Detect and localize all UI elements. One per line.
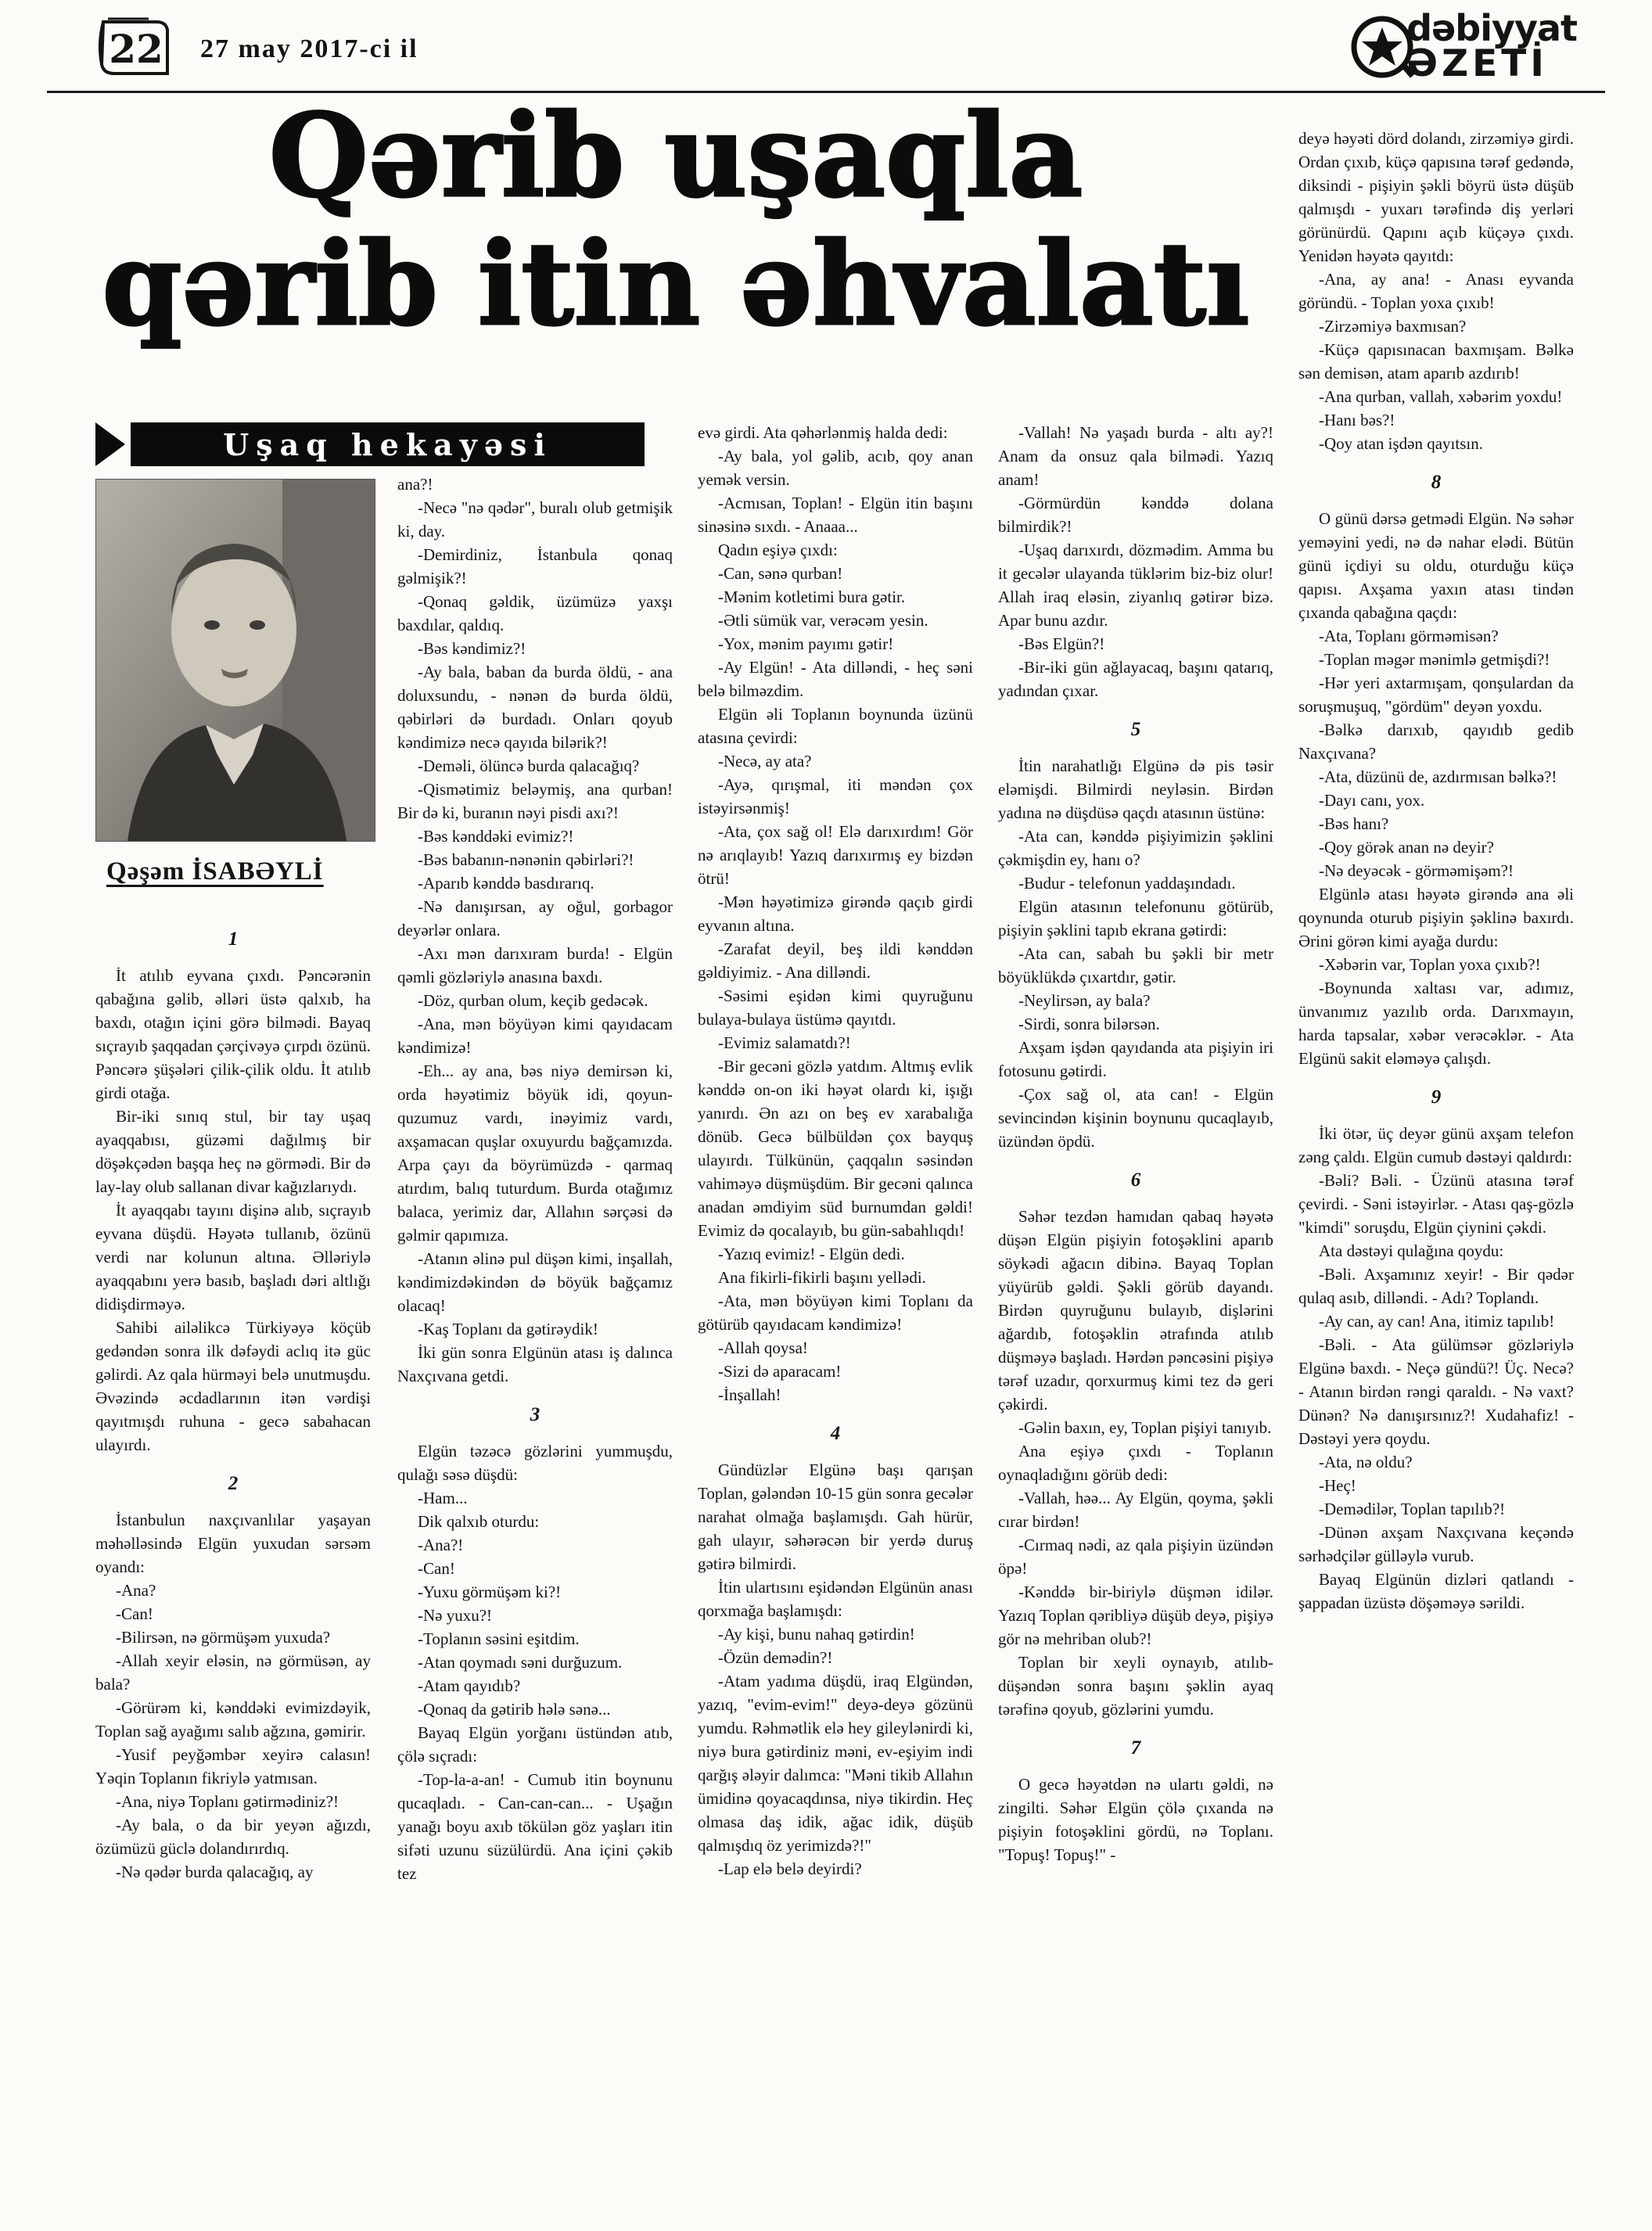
- story-paragraph: -Bəlkə darıxıb, qayıdıb gedib Naxçıvana?: [1298, 720, 1574, 763]
- author-name: Qəşəm İSABƏYLİ: [106, 857, 324, 886]
- story-paragraph: -Mən həyətimizə girəndə qaçıb girdi eyvanın altına.: [698, 893, 973, 935]
- story-paragraph: -Ata can, kənddə pişiyimizin şəklini çəkmişdin ey, hanı o?: [998, 827, 1273, 869]
- story-paragraph: ana?!: [397, 475, 433, 494]
- story-paragraph: İki gün sonra Elgünün atası iş dalınca Naxçıvana getdi.: [397, 1343, 673, 1385]
- story-paragraph: -Deməli, ölüncə burda qalacağıq?: [418, 756, 640, 775]
- story-paragraph: -Allah xeyir eləsin, nə görmüsən, ay bala?: [95, 1651, 371, 1694]
- story-paragraph: -Nə yuxu?!: [418, 1606, 493, 1625]
- story-paragraph: Elgün təzəcə gözlərini yummuşdu, qulağı səsə düşdü:: [397, 1442, 673, 1484]
- story-headline: [66, 89, 1286, 351]
- story-paragraph: -Vallah! Nə yaşadı burda - altı ay?! Anam da onsuz qala bilmədi. Yazıq anam!: [998, 423, 1273, 489]
- story-paragraph: -Özün demədin?!: [718, 1648, 833, 1667]
- story-paragraph: Səhər tezdən hamıdan qabaq həyətə düşən Elgün pişiyin fotoşəklini aparıb söykədi ağacın dibinə. Bayaq Toplan yüyürüb gəldi. Şəkli görüb dayandı. Birdən quyruğunu bulayıb, dişlərini ağardıb, fotoşəklin ətrafında atılıb düşməyə başladı. Hərdən pəncəsini pişiyə tərəf uzadır, qorxurmuş kimi tez də geri çəkirdi.: [998, 1207, 1273, 1414]
- story-paragraph: -Cırmaq nədi, az qala pişiyin üzündən öpə!: [998, 1536, 1273, 1578]
- story-paragraph: -Bir-iki gün ağlayacaq, başını qatarıq, yadından çıxar.: [998, 658, 1273, 700]
- story-paragraph: deyə həyəti dörd dolandı, zirzəmiyə girdi. Ordan çıxıb, küçə qapısına tərəf gedəndə, diksindi - pişiyin şəkli böyrü üstə düşüb qalmışdı - yuxarı tərəfində diş yerləri görünürdü. Qapını açıb küçəyə çıxdı. Yenidən həyətə qayıtdı:: [1298, 129, 1574, 265]
- story-paragraph: -Demədilər, Toplan tapılıb?!: [1319, 1500, 1506, 1518]
- story-paragraph: -Bəs babanın-nənənin qəbirləri?!: [418, 850, 634, 869]
- story-paragraph: -Səsimi eşidən kimi quyruğunu bulaya-bulaya üstümə qayıtdı.: [698, 986, 973, 1029]
- story-paragraph: -Ana, niyə Toplanı gətirmədiniz?!: [116, 1792, 339, 1811]
- story-paragraph: -Lap elə belə deyirdi?: [718, 1859, 862, 1878]
- story-paragraph: -Küçə qapısınacan baxmışam. Bəlkə sən demisən, atam aparıb azdırıb!: [1298, 340, 1574, 383]
- story-paragraph: İt ayaqqabı tayını dişinə alıb, sıçrayıb eyvana düşdü. Həyətə tullanıb, özünü verdi nar kolunun altına. Əlləriylə ayaqqabını yerə basıb, başladı dəri altlığı didişdirməyə.: [95, 1201, 371, 1313]
- story-paragraph: Elgünlə atası həyətə girəndə ana əli qoynunda oturub pişiyin şəklinə baxırdı. Ərini görən kimi ayağa durdu:: [1298, 885, 1574, 950]
- story-paragraph: -Sizi də aparacam!: [718, 1362, 842, 1381]
- story-paragraph: -Ətli sümük var, verəcəm yesin.: [718, 611, 928, 630]
- story-paragraph: -Ata, çox sağ ol! Elə darıxırdım! Gör nə arıqlayıb! Yazıq darıxırmış ey bizdən ötrü!: [698, 822, 973, 888]
- story-paragraph: -Kaş Toplanı da gətirəydik!: [418, 1320, 598, 1338]
- story-column-1: [95, 912, 371, 2211]
- story-paragraph: -Toplan məgər mənimlə getmişdi?!: [1319, 650, 1550, 669]
- logo-line1: dəbiyyat: [1406, 7, 1577, 49]
- story-paragraph: -Yox, mənim payımı gətir!: [718, 634, 894, 653]
- story-paragraph: -Ay bala, o da bir yeyən ağızdı, özümüzü güclə dolandırırdıq.: [95, 1816, 371, 1858]
- story-paragraph: -Can!: [116, 1604, 153, 1623]
- story-paragraph: -Ay can, ay can! Ana, itimiz tapılıb!: [1319, 1312, 1555, 1331]
- story-paragraph: -Axı mən darıxıram burda! - Elgün qəmli gözləriylə anasına baxdı.: [397, 944, 673, 986]
- story-paragraph: İki ötər, üç deyər günü axşam telefon zəng çaldı. Elgün cumub dəstəyi qaldırdı:: [1298, 1124, 1574, 1166]
- story-paragraph: Ata dəstəyi qulağına qoydu:: [1319, 1241, 1504, 1260]
- headline-line2: qərib itin əhvalatı: [102, 217, 1250, 351]
- section-number: 2: [228, 1473, 239, 1494]
- story-paragraph: -Top-la-a-an! - Cumub itin boynunu qucaqladı. - Can-can-can... - Uşağın yanağı boyu axıb tökülən göz yaşları itin sifəti uzunu süzülürdü. Ana içini çəkib tez: [397, 1770, 673, 1883]
- story-paragraph: -Ana, ay ana! - Anası eyvanda göründü. - Toplan yoxa çıxıb!: [1298, 270, 1574, 312]
- story-paragraph: -Atan qoymadı səni durğuzum.: [418, 1653, 623, 1672]
- section-number: 3: [530, 1404, 540, 1425]
- story-paragraph: -Bəli. Axşamınız xeyir! - Bir qədər qulaq asıb, dilləndi. - Adı? Toplandı.: [1298, 1265, 1574, 1307]
- story-paragraph: Elgün əli Toplanın boynunda üzünü atasına çevirdi:: [698, 705, 973, 747]
- story-paragraph: İstanbulun naxçıvanlılar yaşayan məhəlləsində Elgün yuxudan sərsəm oyandı:: [95, 1511, 371, 1576]
- story-paragraph: Bayaq Elgünün dizləri qatlandı - şappadan üzüstə döşəməyə sərildi.: [1298, 1570, 1574, 1612]
- story-paragraph: -Ay bala, yol gəlib, acıb, qoy anan yemək versin.: [698, 447, 973, 489]
- headline-line1: Qərib uşaqla: [268, 89, 1083, 223]
- story-paragraph: -Zirzəmiyə baxmısan?: [1319, 317, 1467, 336]
- story-paragraph: -Dünən axşam Naxçıvana keçəndə sərhədçilər gülləylə vurub.: [1298, 1523, 1574, 1565]
- story-paragraph: -Neylirsən, ay bala?: [1018, 991, 1151, 1010]
- story-paragraph: -Acmısan, Toplan! - Elgün itin başını sinəsinə sıxdı. - Anaaa...: [698, 494, 973, 536]
- story-paragraph: -Çox sağ ol, ata can! - Elgün sevincindən kişinin boynunu qucaqlayıb, üzündən öpdü.: [998, 1085, 1273, 1151]
- story-paragraph: -Nə deyəcək - görməmişəm?!: [1319, 861, 1514, 880]
- story-paragraph: -Bəli. - Ata gülümsər gözləriylə Elgünə baxdı. - Neçə gündü?! Üç. Necə? - Atanın birdən rəngi qaraldı. - Nə vaxt? Dünən? Nə danışırsınız?! Xudahafiz! - Dəstəyi yerə qoydu.: [1298, 1335, 1574, 1448]
- story-paragraph: -Vallah, həə... Ay Elgün, qoyma, şəkli cırar birdən!: [998, 1489, 1273, 1531]
- page-number-book-icon: [92, 16, 172, 81]
- story-paragraph: -Eh... ay ana, bəs niyə demirsən ki, orda həyətimiz böyük idi, qoyun-quzumuz vardı, inəyimiz vardı, axşamacan quşlar oxuyurdu bağçamızda. Arpa çayı da böyrümüzdə - qarmaq atırdım, balıq tuturdum. Burda otağımız balaca, yerimiz dar, Allahın sərçəsi də gəlmir qapımıza.: [397, 1062, 673, 1245]
- story-paragraph: -Necə, ay ata?: [718, 752, 812, 771]
- story-column-5: [1298, 127, 1574, 2211]
- story-paragraph: -Boynunda xaltası var, adımız, ünvanımız yazılıb orda. Darıxmayın, harda tapsalar, xəbər verəcəklər. - Ata Elgünü sakit eləməyə çalışdı.: [1298, 979, 1574, 1068]
- story-paragraph: -Atam yadıma düşdü, iraq Elgündən, yazıq, "evim-evim!" deyə-deyə gözünü yumdu. Rəhmətlik elə hey gileylənirdi ki, niyə bura gətirdiniz məni, ev-eşiyim indi qarğış ələyir dalımca: "Məni tikib Allahın ümidinə qoyacaqdınsa, niyə tikirdin. Heç olmasa daş idik, ağac idik, düşüb qalmışdıq öz yerimizdə?!": [698, 1672, 973, 1855]
- story-paragraph: Elgün atasının telefonunu götürüb, pişiyin şəklini tapıb ekrana gətirdi:: [998, 897, 1273, 939]
- story-paragraph: Ana fikirli-fikirli başını yellədi.: [718, 1268, 926, 1287]
- story-column-2: [397, 472, 673, 2211]
- story-paragraph: -Demirdiniz, İstanbula qonaq gəlmişik?!: [397, 545, 673, 587]
- story-paragraph: -Ana qurban, vallah, xəbərim yoxdu!: [1319, 387, 1563, 406]
- story-paragraph: -Uşaq darıxırdı, dözmədim. Amma bu it gecələr ulayanda tüklərim biz-biz olur! Allah iraq eləsin, ziyanlıq gətirər bizə. Apar bunu azdır.: [998, 541, 1273, 630]
- story-paragraph: -Bir gecəni gözlə yatdım. Altmış evlik kənddə on-on iki həyət olardı ki, işığı yanırdı. Ən azı on beş ev xarabalığa dönüb. Gecə bülbüldən çox bayquş ulayırdı. Tülkünün, çaqqalın səsindən vahiməyə düşmüşdüm. Bir gecəni qalınca anadan əmdiyim süd burnumdan gəldi! Evimiz də qocalayıb, bu gün-sabahlıqdı!: [698, 1057, 973, 1240]
- story-paragraph: -Heç!: [1319, 1476, 1356, 1495]
- story-paragraph: Sahibi ailəlikcə Türkiyəyə köçüb gedəndən sonra ilk dəfəydi aclıq itə güc gəlirdi. Az qala hürməyi belə unutmuşdu. Əvəzində əcdadlarının itən vərdişi qayıtmışdı ruhuna - gecə sabahacan ulayırdı.: [95, 1318, 371, 1454]
- story-paragraph: İtin narahatlığı Elgünə də pis təsir eləmişdi. Bilmirdi neyləsin. Birdən yadına nə düşdüsə qaçdı atasının üstünə:: [998, 756, 1273, 822]
- story-paragraph: -Hər yeri axtarmışam, qonşulardan da soruşmuşuq, "gördüm" deyən yoxdu.: [1298, 674, 1574, 716]
- story-paragraph: Dik qalxıb oturdu:: [418, 1512, 540, 1531]
- story-paragraph: -Ata can, sabah bu şəkli bir metr böyüklükdə çıxartdır, gətir.: [998, 944, 1273, 986]
- section-number: 8: [1431, 472, 1442, 493]
- story-paragraph: -Qonaq da gətirib hələ sənə...: [418, 1700, 611, 1719]
- story-paragraph: Bayaq Elgün yorğanı üstündən atıb, çölə sıçradı:: [397, 1723, 673, 1766]
- arrow-icon: [95, 422, 125, 466]
- story-column-4: [998, 421, 1273, 2211]
- story-paragraph: -Atanın əlinə pul düşən kimi, inşallah, kəndimizdəkindən də böyük bağçamız olacaq!: [397, 1249, 673, 1315]
- story-column-3: [698, 421, 973, 2211]
- story-paragraph: -Ana?!: [418, 1536, 464, 1554]
- story-paragraph: O günü dərsə getmədi Elgün. Nə səhər yeməyini yedi, nə də nahar elədi. Bütün günü içdiyi su oldu, oturduğu küçə qapısı. Axşama yaxın atası tindən çıxanda qabağına qaçdı:: [1298, 509, 1574, 622]
- logo-line2: ƏZETİ: [1406, 42, 1548, 86]
- story-paragraph: -Nə qədər burda qalacağıq, ay: [116, 1863, 314, 1881]
- story-paragraph: Gündüzlər Elgünə başı qarışan Toplan, gələndən 10-15 gün sonra gecələr narahat olmağa başlamışdı. Gah hürür, gah ulayır, səhərəcən bir yerdə duruş gətirə bilmirdi.: [698, 1460, 973, 1573]
- story-paragraph: -Can!: [418, 1559, 455, 1578]
- story-paragraph: -Ata, mən böyüyən kimi Toplanı da götürüb qayıdacam kəndimizə!: [698, 1292, 973, 1334]
- story-paragraph: -Ata, düzünü de, azdırmısan bəlkə?!: [1319, 767, 1557, 786]
- story-paragraph: -Qonaq gəldik, üzümüzə yaxşı baxdılar, qaldıq.: [397, 592, 673, 634]
- story-paragraph: -Mənim kotletimi bura gətir.: [718, 587, 906, 606]
- story-paragraph: -Ay Elgün! - Ata dilləndi, - heç səni belə bilməzdim.: [698, 658, 973, 700]
- story-paragraph: -Ata, nə oldu?: [1319, 1453, 1413, 1471]
- story-paragraph: -Bəs kənddəki evimiz?!: [418, 827, 574, 846]
- section-number: 9: [1431, 1087, 1442, 1108]
- story-paragraph: -Yuxu görmüşəm ki?!: [418, 1583, 562, 1601]
- story-paragraph: -Qoy atan işdən qayıtsın.: [1319, 434, 1483, 453]
- author-photo: [95, 479, 375, 842]
- story-paragraph: -Bəs kəndimiz?!: [418, 639, 526, 658]
- story-paragraph: O gecə həyətdən nə ulartı gəldi, nə zingilti. Səhər Elgün çölə çıxanda nə pişiyin fotoşəklini gördü, nə Toplanı. "Topuş! Topuş!" -: [998, 1775, 1273, 1864]
- story-paragraph: -Yazıq evimiz! - Elgün dedi.: [718, 1245, 905, 1263]
- story-paragraph: -Ana?: [116, 1581, 156, 1600]
- story-paragraph: -Ana, mən böyüyən kimi qayıdacam kəndimizə!: [397, 1015, 673, 1057]
- story-paragraph: -Dayı canı, yox.: [1319, 791, 1425, 810]
- kicker-label: Uşaq hekayəsi: [223, 426, 552, 462]
- story-paragraph: -Görürəm ki, kənddəki evimizdəyik, Toplan sağ ayağımı salıb ağzına, gəmirir.: [95, 1698, 371, 1741]
- story-paragraph: -Toplanın səsini eşitdim.: [418, 1629, 580, 1648]
- story-paragraph: -Görmürdün kənddə dolana bilmirdik?!: [998, 494, 1273, 536]
- story-paragraph: -Aparıb kənddə basdırarıq.: [418, 874, 594, 893]
- story-paragraph: Bir-iki sınıq stul, bir tay uşaq ayaqqabısı, güzəmi dağılmış bir döşəkçədən başqa heç nə görmədi. Bir də lay-lay olub sallanan divar kağızlarıydı.: [95, 1107, 371, 1196]
- story-paragraph: -Qoy görək anan nə deyir?: [1319, 838, 1494, 857]
- story-paragraph: -Ham...: [418, 1489, 468, 1507]
- story-paragraph: -Bəli? Bəli. - Üzünü atasına tərəf çevirdi. - Səni istəyirlər. - Atası qaş-gözlə "kimdi" soruşdu, Elgün çiynini çəkdi.: [1298, 1171, 1574, 1237]
- story-paragraph: Qadın eşiyə çıxdı:: [718, 541, 838, 559]
- kicker-bar: [131, 422, 645, 466]
- section-number: 1: [228, 929, 239, 950]
- story-paragraph: evə girdi. Ata qəhərlənmiş halda dedi:: [698, 423, 948, 442]
- story-paragraph: -Bəs Elgün?!: [1018, 634, 1105, 653]
- story-paragraph: -Qismətimiz beləymiş, ana qurban! Bir də ki, buranın nəyi pisdi axı?!: [397, 780, 673, 822]
- newspaper-logo: [1349, 7, 1577, 86]
- story-paragraph: -Bilirsən, nə görmüşəm yuxuda?: [116, 1628, 331, 1647]
- section-number: 5: [1130, 719, 1141, 740]
- story-paragraph: -Bəs hanı?: [1319, 814, 1389, 833]
- story-paragraph: Axşam işdən qayıdanda ata pişiyin iri fotosunu gətirdi.: [998, 1038, 1273, 1080]
- story-paragraph: -Hanı bəs?!: [1319, 411, 1395, 429]
- story-paragraph: İt atılıb eyvana çıxdı. Pəncərənin qabağına gəlib, əlləri üstə qalxıb, ha baxdı, otağın içini görə bilmədi. Bayaq sıçrayıb şaqqadan çərçivəyə çırpdı özünü. Pəncərə şüşələri çilik-çilik oldu. İt atılıb girdi otağa.: [95, 966, 371, 1102]
- story-paragraph: -Evimiz salamatdı?!: [718, 1033, 851, 1052]
- story-paragraph: -Ay kişi, bunu nahaq gətirdin!: [718, 1625, 915, 1644]
- story-paragraph: -Ata, Toplanı görməmisən?: [1319, 627, 1499, 645]
- story-paragraph: -Allah qoysa!: [718, 1338, 808, 1357]
- story-paragraph: -Döz, qurban olum, keçib gedəcək.: [418, 991, 648, 1010]
- page-number: 22: [109, 25, 163, 72]
- story-paragraph: -İnşallah!: [718, 1385, 781, 1404]
- story-paragraph: -Can, sənə qurban!: [718, 564, 843, 583]
- story-paragraph: -Ayə, qırışmal, iti məndən çox istəyirsənmiş!: [698, 775, 973, 817]
- story-paragraph: İtin ulartısını eşidəndən Elgünün anası qorxmağa başlamışdı:: [698, 1578, 973, 1620]
- story-paragraph: -Ay bala, baban da burda öldü, - ana doluxsundu, - nənən də burda öldü, qəbirləri də burdadı. Onları qoyub kəndimizə necə qayıda bilərik?!: [397, 663, 673, 752]
- issue-date: 27 may 2017-ci il: [200, 34, 418, 63]
- story-paragraph: -Xəbərin var, Toplan yoxa çıxıb?!: [1319, 955, 1541, 974]
- story-paragraph: -Zarafat deyil, beş ildi kənddən gəldiyimiz. - Ana dilləndi.: [698, 939, 973, 982]
- section-number: 4: [830, 1423, 841, 1444]
- logo-text: [1406, 7, 1577, 86]
- story-paragraph: -Nə danışırsan, ay oğul, gorbagor deyərlər onlara.: [397, 897, 673, 939]
- story-paragraph: Ana eşiyə çıxdı - Toplanın oynaqladığını görüb dedi:: [998, 1442, 1273, 1484]
- story-paragraph: -Necə "nə qədər", buralı olub getmişik ki, day.: [397, 498, 673, 541]
- story-paragraph: -Yusif peyğəmbər xeyirə calasın! Yəqin Toplanın fikriylə yatmısan.: [95, 1745, 371, 1787]
- section-number: 6: [1130, 1169, 1141, 1191]
- section-number: 7: [1130, 1737, 1141, 1759]
- story-paragraph: Toplan bir xeyli oynayıb, atılıb-düşəndən sonra başını şəklin ayaq tərəfinə qoyub, gözlərini yumdu.: [998, 1653, 1273, 1719]
- story-kicker: [95, 422, 645, 466]
- story-paragraph: -Atam qayıdıb?: [418, 1676, 521, 1695]
- story-paragraph: -Kənddə bir-biriylə düşmən idilər. Yazıq Toplan qəribliyə düşüb deyə, pişiyə gör nə mehriban olub?!: [998, 1583, 1273, 1648]
- story-paragraph: -Budur - telefonun yaddaşındadı.: [1018, 874, 1236, 893]
- story-paragraph: -Sirdi, sonra bilərsən.: [1018, 1015, 1160, 1033]
- story-paragraph: -Gəlin baxın, ey, Toplan pişiyi tanıyıb.: [1018, 1418, 1272, 1437]
